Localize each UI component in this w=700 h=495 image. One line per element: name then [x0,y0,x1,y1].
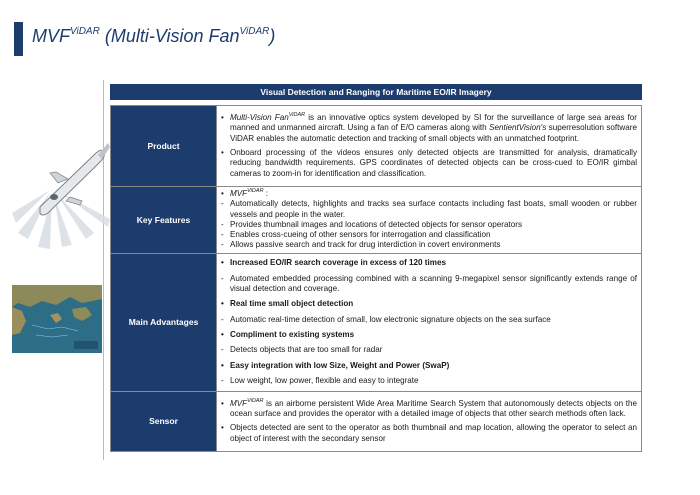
list-item: - Low weight, low power, flexible and easy to integrate [221,375,419,385]
table-row-main-advantages [111,253,642,391]
row-label-main-advantages: Main Advantages [111,253,217,391]
table-row-key-features [111,187,642,254]
spec-table [110,105,642,452]
row-label-product: Product [111,106,217,187]
row-label-sensor: Sensor [111,391,217,451]
row-content-key-features [217,187,642,254]
row-label-key-features: Key Features [111,187,217,254]
list-item: • Compliment to existing systems [221,329,355,339]
list-item: - Automatic real-time detection of small, low electronic signature objects on the sea surface [221,314,551,324]
list-item: - Automatically detects, highlights and tracks sea surface contacts including fast boats, small wooden or rubber vessels and people in the water. [221,199,637,219]
list-item: • Easy integration with low Size, Weight and Power (SwaP) [221,360,450,370]
list-item: • $MVF^{ViDAR}$ : [221,188,268,198]
list-item: • $MVF^{ViDAR}$ is an airborne persistent Wide Area Maritime Search System that autonomously detects objects on the ocean surface and provides the operator with a detailed image of objects that other search methods often lack. [221,397,637,418]
coverage-map-image [12,285,102,353]
table-row-sensor [111,391,642,451]
list-item: • Multi-Vision Fan$^{ViDAR}$ is an innovative optics system developed by SI for the surveillance of large sea areas for manned and unmanned aircraft. Using a fan of E/O cameras along with SentientVision's superresolution software ViDAR enables the automatic detection and tracking of small objects with an unmatched footprint. [221,112,637,143]
list-item: • Increased EO/IR search coverage in excess of 120 times [221,258,446,268]
title-accent-bar [14,22,23,56]
list-item: - Automated embedded processing combined with a scanning 9-megapixel sensor significantly extends range of visual detection and coverage. [221,273,637,294]
row-content-main-advantages [217,253,642,391]
list-item: • Objects detected are sent to the operator as both thumbnail and map location, allowing the operator to select an object of interest with the secondary sensor [221,423,637,443]
list-item: - Provides thumbnail images and locations of detected objects for sensor operators [221,219,522,229]
row-content-product [217,106,642,187]
section-header: Visual Detection and Ranging for Maritime EO/IR Imagery [110,84,642,100]
list-item: • Real time small object detection [221,299,354,309]
page-title: $MVF^{ViDAR}$ (Multi-Vision Fan$^{ViDAR}$) [32,26,276,46]
list-item: - Detects objects that are too small for radar [221,345,383,355]
list-item: • Onboard processing of the videos ensures only detected objects are transmitted for analysis, dramatically reducing bandwidth requirements. GPS coordinates of detected objects can be cross-cued to EO/IR gimbal cameras to zoom-in for identification and classification. [221,148,637,178]
table-row-product [111,106,642,187]
list-item: - Enables cross-cueing of other sensors for interrogation and classification [221,230,491,240]
list-item: - Allows passive search and track for drug interdiction in covert environments [221,240,501,250]
row-content-sensor [217,391,642,451]
